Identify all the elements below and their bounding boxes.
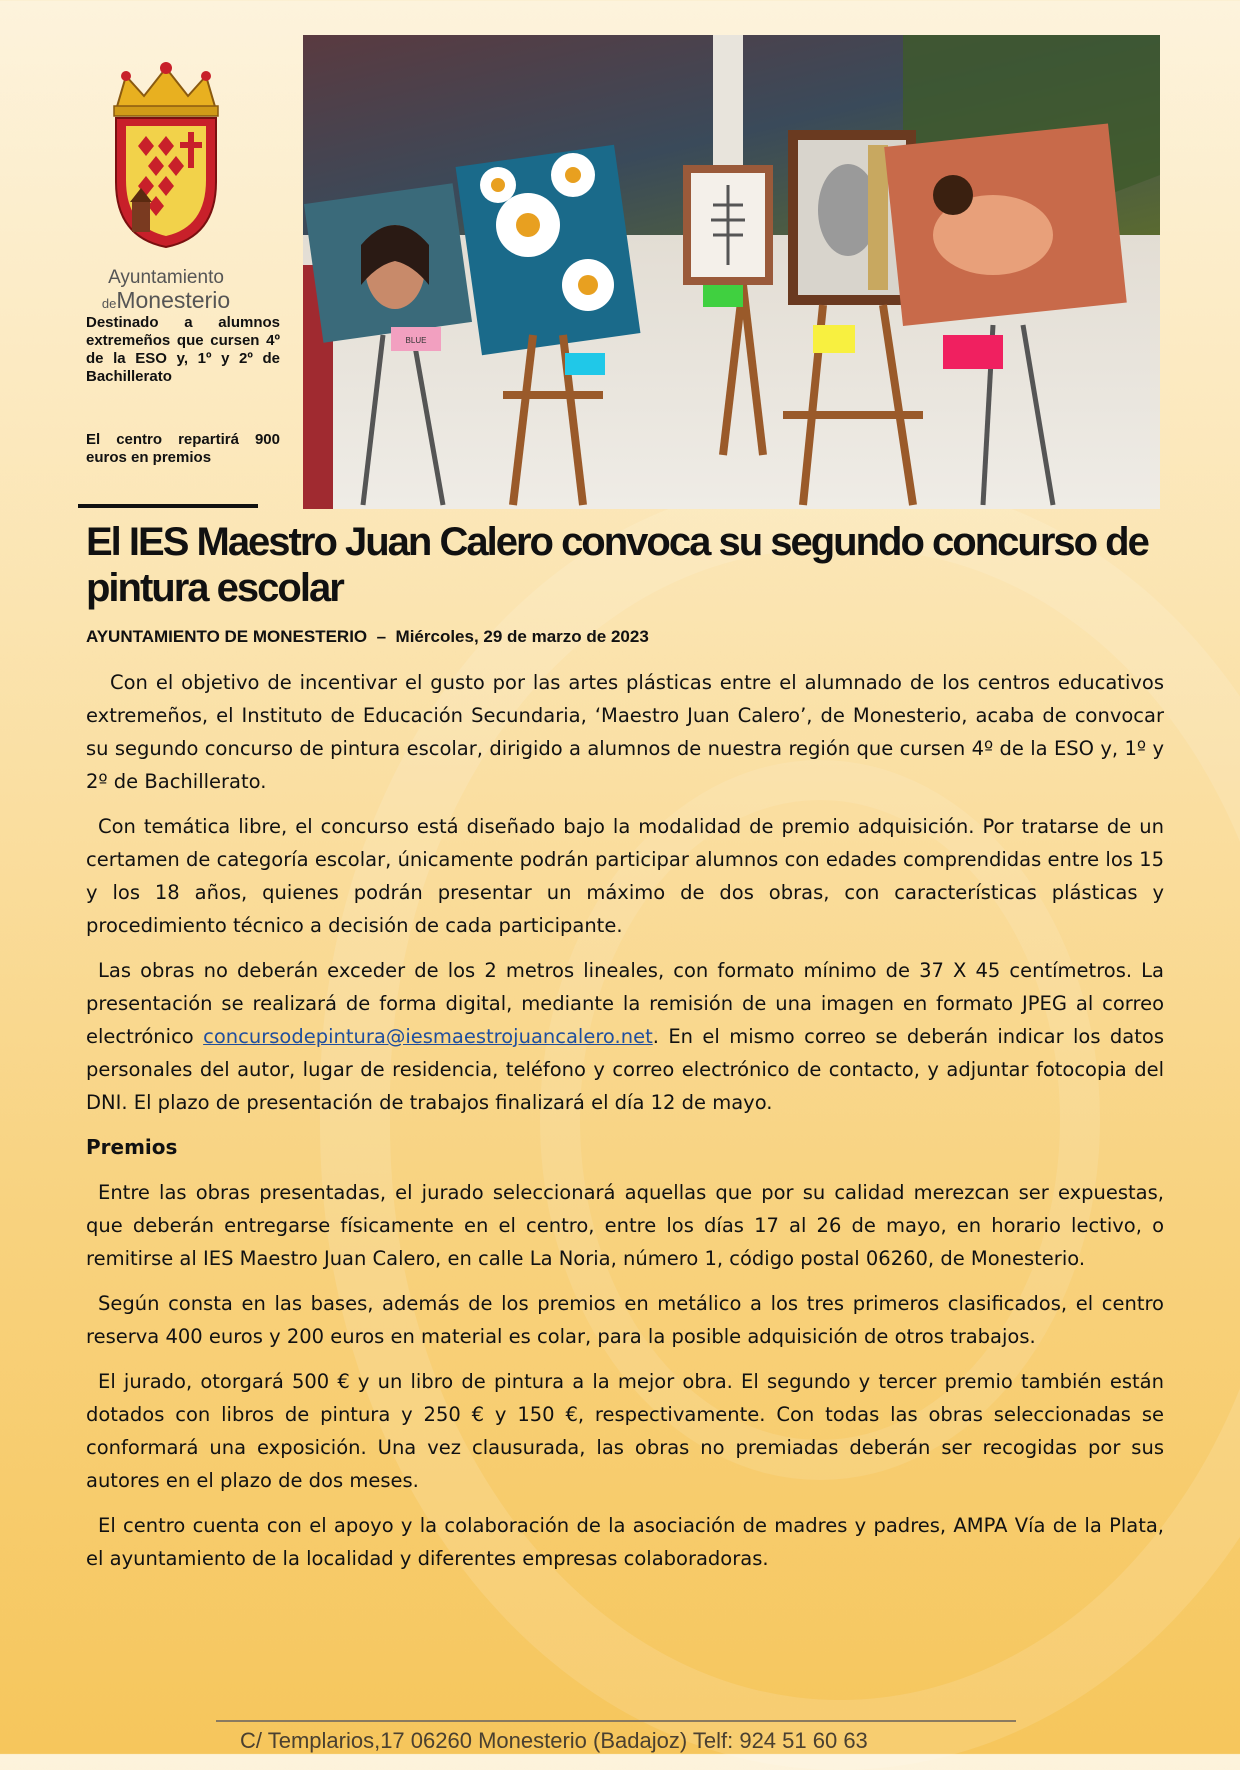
paragraph-7: El centro cuenta con el apoyo y la colaboración de la asociación de madres y padres, AMPA Vía de la Plata, el ayuntamiento de la localidad y diferentes empresas colaboradoras.: [86, 1514, 1164, 1570]
logo-text-de: de: [101, 296, 117, 311]
side-note-audience: Destinado a alumnos extremeños que cursen 4º de la ESO y, 1º y 2º de Bachillerato: [86, 314, 280, 385]
byline-source: AYUNTAMIENTO DE MONESTERIO: [86, 627, 368, 646]
contest-email-link[interactable]: concursodepintura@iesmaestrojuancalero.net: [203, 1025, 653, 1048]
paragraph-1: Con el objetivo de incentivar el gusto por las artes plásticas entre el alumnado de los centros educativos extremeños, el Instituto de Educación Secundaria, ‘Maestro Juan Calero’, de Monesterio, acaba de convocar su segundo concurso de pintura escolar, dirigido a alumnos de nuestra región que cursen 4º de la ESO y, 1º y 2º de Bachillerato.: [86, 671, 1164, 793]
painting-figure: [884, 123, 1127, 326]
painting-daisies: [456, 145, 641, 355]
paragraph-3-start: Las obras no deberán exceder de los 2 metros lineales, con formato mínimo de 37 X 45 centímetros. La presentación se realizará de forma digital, mediante la remisión de una imagen en formato JPEG al correo electrónico: [86, 959, 1164, 1048]
painting-portrait: [304, 183, 472, 343]
article-body: [86, 666, 1164, 1587]
easel-label-green: [703, 285, 743, 307]
paragraph-6: El jurado, otorgará 500 € y un libro de pintura a la mejor obra. El segundo y tercer premio también están dotados con libros de pintura y 250 € y 150 €, respectivamente. Con todas las obras seleccionadas se conformará una exposición. Una vez clausurada, las obras no premiadas deberán ser recogidas por sus autores en el plazo de dos meses.: [86, 1370, 1164, 1492]
section-heading-premios: Premios: [86, 1135, 178, 1159]
logo-text-town: Monesterio: [116, 287, 231, 313]
article-headline: El IES Maestro Juan Calero convoca su segundo concurso de pintura escolar: [86, 520, 1148, 610]
paragraph-3: [86, 954, 1164, 1119]
coat-of-arms-icon: [96, 62, 236, 262]
side-note-prizes: El centro repartirá 900 euros en premios: [86, 431, 280, 466]
paragraph-4: Entre las obras presentadas, el jurado seleccionará aquellas que por su calidad merezcan ser expuestas, que deberán entregarse físicamente en el centro, entre los días 17 al 26 de mayo, en horario lectivo, o remitirse al IES Maestro Juan Calero, en calle La Noria, número 1, código postal 06260, de Monesterio.: [86, 1181, 1164, 1270]
easel-label-yellow: [813, 325, 855, 353]
easel-label-text: BLUE: [405, 336, 427, 345]
municipality-logo: [86, 62, 246, 316]
painting-skeleton: [683, 165, 773, 285]
paragraph-2: Con temática libre, el concurso está diseñado bajo la modalidad de premio adquisición. Por tratarse de un certamen de categoría escolar, únicamente podrán participar alumnos con edades comprendidas entre los 15 y los 18 años, quienes podrán presentar un máximo de dos obras, con características plásticas y procedimiento técnico a decisión de cada participante.: [86, 815, 1164, 937]
easel-label-red: [943, 335, 1003, 369]
easel-label-cyan: [565, 353, 605, 375]
footer-address: C/ Templarios,17 06260 Monesterio (Badajoz) Telf: 924 51 60 63: [240, 1728, 868, 1753]
side-divider: [78, 504, 258, 508]
article-byline: [86, 627, 649, 647]
logo-text-monesterio: [86, 288, 246, 316]
paragraph-5: Según consta en las bases, además de los premios en metálico a los tres primeros clasificados, el centro reserva 400 euros y 200 euros en material es colar, para la posible adquisición de otros trabajos.: [86, 1292, 1164, 1348]
footer-divider: [216, 1720, 1016, 1722]
paragraph-3-end: . En el mismo correo se deberán indicar los datos personales del autor, lugar de residencia, teléfono y correo electrónico de contacto, y adjuntar fotocopia del DNI. El plazo de presentación de trabajos finalizará el día 12 de mayo.: [86, 1025, 1164, 1114]
byline-date: Miércoles, 29 de marzo de 2023: [395, 627, 649, 646]
byline-separator: –: [376, 627, 387, 646]
article-photo: [303, 35, 1160, 509]
logo-text-ayuntamiento: Ayuntamiento: [108, 267, 224, 288]
